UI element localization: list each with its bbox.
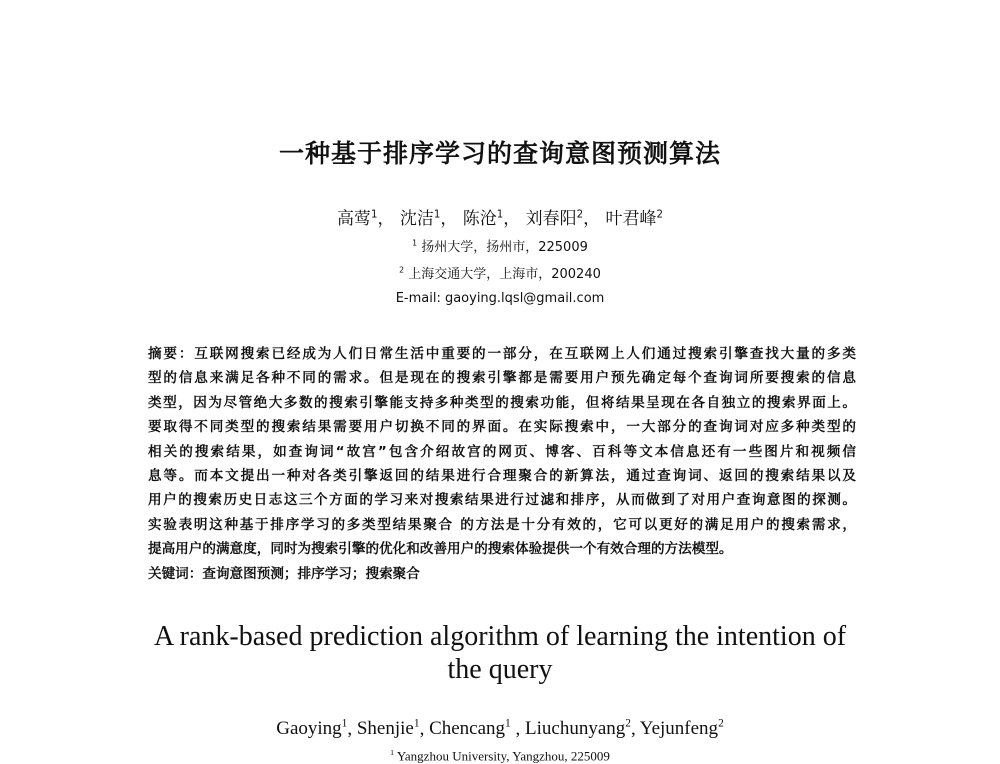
affiliation-2: $^2$ 上海交通大学，上海市，200240 — [399, 265, 601, 282]
abstract-line: 摘要：互联网搜索已经成为人们日常生活中重要的一部分，在互联网上人们通过搜索引擎查找大量的多类 — [148, 346, 856, 362]
title-en-line: A rank-based prediction algorithm of learning the intention of — [153, 621, 847, 652]
author: 叶君峰$^2$ — [605, 209, 664, 229]
abstract-line: 息等。而本文提出一种对各类引擎返回的结果进行合理聚合的新算法，通过查询词、返回的搜索结果以及 — [148, 468, 856, 485]
keywords-cn: 关键词：查询意图预测；排序学习；搜索聚合 — [148, 565, 420, 582]
author: 高莺$^1$ — [336, 209, 378, 229]
authors-en: Gaoying$^1$, Shenjie$^1$, Chencang$^1$ , Liuchunyang$^2$, Yejunfeng$^2$ — [276, 718, 724, 740]
abstract-line: 提高用户的满意度，同时为搜索引擎的优化和改善用户的搜索体验提供一个有效合理的方法模型。 — [148, 541, 733, 558]
affiliation-1: $^1$ 扬州大学，扬州市，225009 — [412, 238, 588, 255]
author: Shenjie$^1$ — [356, 718, 420, 740]
author: Gaoying$^1$ — [276, 718, 348, 740]
abstract-line: 要取得不同类型的搜索结果需要用户切换不同的界面。在实际搜索中，一大部分的查询词对应多种类型的 — [148, 419, 856, 436]
abstract-line: 型的信息来满足各种不同的需求。但是现在的搜索引擎都是需要用户预先确定每个查询词所要搜索的信息 — [148, 370, 856, 387]
abstract-cn — [148, 342, 856, 586]
author: Yejunfeng$^2$ — [639, 718, 724, 740]
abstract-line: 类型，因为尽管绝大多数的搜索引擎能支持多种类型的搜索功能，但将结果呈现在各自独立的搜索界面上。 — [148, 394, 856, 411]
abstract-line: 相关的搜索结果，如查询词“故宫”包含介绍故宫的网页、博客、百科等文本信息还有一些图片和视频信 — [148, 443, 856, 460]
paper-title-en — [0, 620, 1000, 686]
abstract-line: 实验表明这种基于排序学习的多类型结果聚合 的方法是十分有效的，它可以更好的满足用户的搜索需求， — [148, 516, 856, 533]
author: 陈沧$^1$ — [462, 209, 504, 229]
author: Chencang$^1$ — [429, 718, 511, 740]
abstract-line: 用户的搜索历史日志这三个方面的学习来对搜索结果进行过滤和排序，从而做到了对用户查询意图的探测。 — [148, 492, 856, 509]
paper-title-cn: 一种基于排序学习的查询意图预测算法 — [278, 139, 721, 168]
author: 刘春阳$^2$ — [525, 209, 584, 229]
authors-cn: 高莺$^1$， 沈洁$^1$， 陈沧$^1$， 刘春阳$^2$， 叶君峰$^2$ — [336, 209, 664, 229]
email: E-mail: gaoying.lqsl@gmail.com — [395, 291, 605, 306]
affiliation-en: $^1$ Yangzhou University, Yangzhou, 225009 — [390, 748, 610, 764]
author: Liuchunyang$^2$ — [525, 718, 631, 740]
author: 沈洁$^1$ — [399, 209, 441, 229]
title-en-line: the query — [447, 654, 553, 685]
